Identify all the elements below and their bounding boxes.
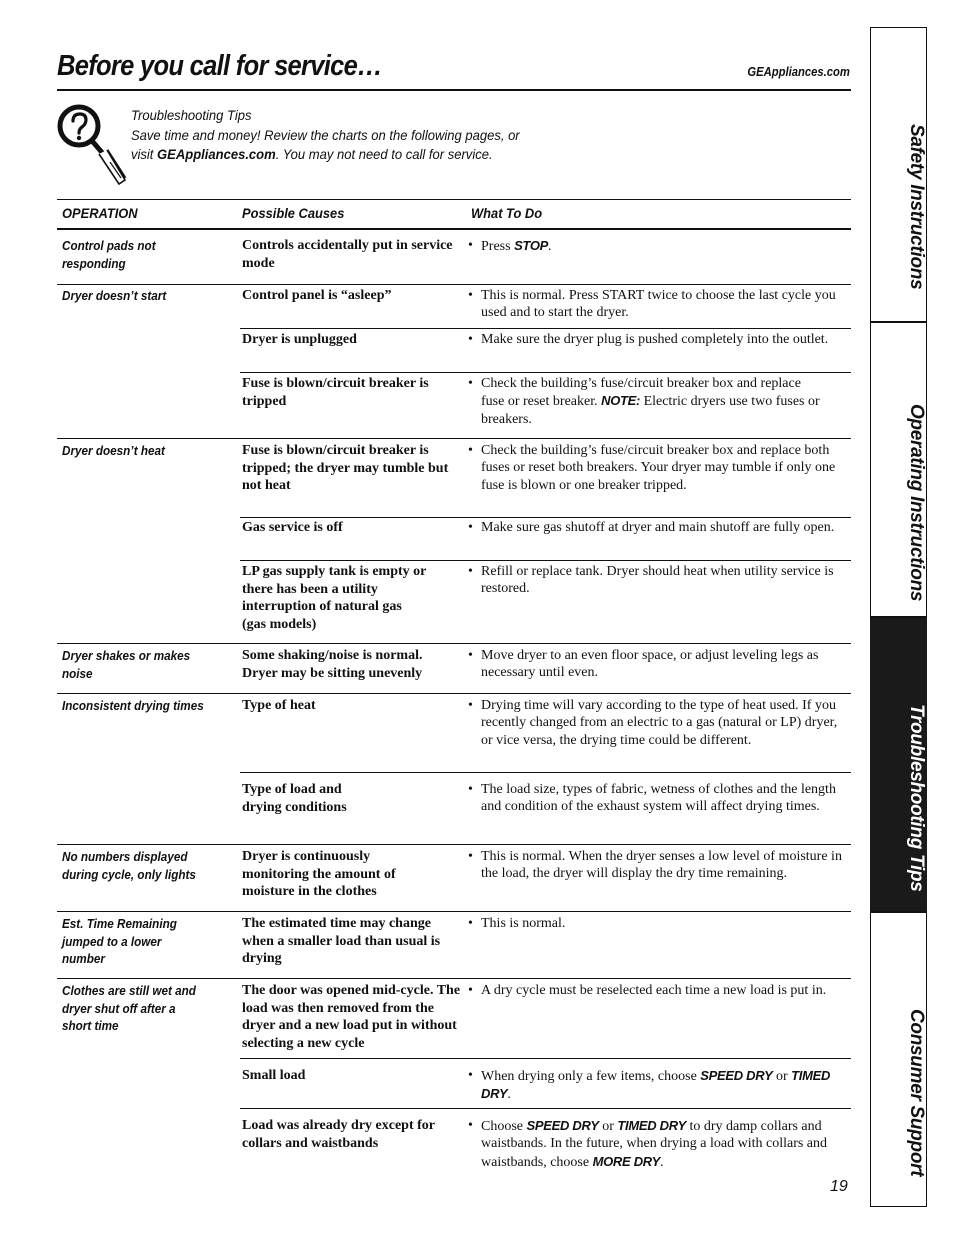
cause-monitoring-moisture: Dryer is continuously monitoring the amount of moisture in the clothes <box>242 849 396 899</box>
bullet: • <box>468 443 473 458</box>
cause-estimated-time-change: The estimated time may change when a smaller load than usual is drying <box>242 916 441 966</box>
page-number: 19 <box>830 1178 848 1195</box>
cause-lp-tank-empty: LP gas supply tank is empty or there has been a utility interruption of natural gas (gas models) <box>242 564 427 632</box>
side-tab-troubleshooting-tips[interactable] <box>870 618 927 911</box>
cause-collars-waistbands: Load was already dry except for collars and waistbands <box>242 1118 435 1151</box>
side-tab-safety-instructions[interactable] <box>870 27 927 321</box>
todo-text: to dry damp collars and waistbands. In the future, when drying a load with collars and waistbands, choose <box>481 1119 828 1170</box>
cause-control-pads: Controls accidentally put in service mode <box>242 238 453 271</box>
todo-text: . <box>507 1087 511 1103</box>
sub-row-rule <box>240 328 851 329</box>
bullet: • <box>468 1118 473 1133</box>
operation-dryer-doesnt-start: Dryer doesn’t start <box>62 288 167 303</box>
todo-type-of-heat <box>468 697 848 749</box>
tips-line-2-prefix: visit <box>131 146 158 162</box>
header-rule <box>57 89 851 91</box>
todo-text: . <box>548 239 552 254</box>
operation-clothes-still-wet: Clothes are still wet and dryer shut off after a short time <box>62 983 196 1033</box>
keyword-speed-dry: SPEED DRY <box>526 1118 599 1133</box>
todo-text: Move dryer to an even floor space, or adjust leveling legs as necessary until even. <box>481 648 819 681</box>
todo-text: or <box>598 1119 618 1134</box>
todo-lp-tank-empty <box>468 563 838 598</box>
bullet: • <box>468 983 473 998</box>
todo-text: Drying time will vary according to the type of heat used. If you recently changed from an electric to a gas (natural or LP) dryer, or vice versa, the drying time could be different. <box>481 698 838 748</box>
cause-small-load: Small load <box>242 1068 306 1083</box>
tips-heading: Troubleshooting Tips <box>131 107 252 123</box>
row-rule <box>57 643 851 644</box>
operation-no-numbers-displayed: No numbers displayed during cycle, only lights <box>62 849 196 882</box>
todo-text: Make sure gas shutoff at dryer and main shutoff are fully open. <box>481 520 835 535</box>
todo-shaking-normal <box>468 647 854 682</box>
side-tab-consumer-support[interactable] <box>870 913 927 1207</box>
bullet: • <box>468 238 473 253</box>
row-rule <box>57 438 851 439</box>
todo-text: This is normal. Press START twice to choose the last cycle you used and to start the dryer. <box>481 288 836 321</box>
sub-row-rule <box>240 1108 851 1109</box>
todo-control-pads <box>468 237 854 255</box>
bullet: • <box>468 288 473 303</box>
bullet: • <box>468 520 473 535</box>
bullet: • <box>468 1068 473 1083</box>
row-rule <box>57 844 851 845</box>
sub-row-rule <box>240 517 851 518</box>
todo-text: or <box>772 1069 792 1084</box>
todo-text: This is normal. <box>481 916 566 931</box>
operation-est-time-jumped: Est. Time Remaining jumped to a lower number <box>62 916 177 966</box>
todo-text: . <box>660 1154 664 1170</box>
bullet: • <box>468 332 473 347</box>
table-top-rule <box>57 199 851 200</box>
operation-control-pads: Control pads not responding <box>62 238 156 271</box>
bullet: • <box>468 849 473 864</box>
sub-row-rule <box>240 372 851 373</box>
bullet: • <box>468 916 473 931</box>
todo-estimated-time-change <box>468 915 854 932</box>
troubleshooting-tips-intro <box>131 106 615 165</box>
cause-type-of-heat: Type of heat <box>242 698 316 713</box>
todo-text: The load size, types of fabric, wetness of clothes and the length and condition of the exhaust system will affect drying times. <box>481 782 836 815</box>
row-rule <box>57 693 851 694</box>
cause-door-opened: The door was opened mid-cycle. The load was then removed from the dryer and a new load put in without selecting a new cycle <box>242 983 461 1051</box>
bullet: • <box>468 376 473 391</box>
operation-dryer-shakes: Dryer shakes or makes noise <box>62 648 191 681</box>
cause-control-panel-asleep: Control panel is “asleep” <box>242 288 392 303</box>
keyword-speed-dry: SPEED DRY <box>700 1068 773 1083</box>
table-header-rule <box>57 228 851 230</box>
keyword-note: NOTE: <box>601 393 641 409</box>
todo-dryer-unplugged <box>468 331 854 348</box>
row-rule <box>57 911 851 912</box>
operation-inconsistent-drying: Inconsistent drying times <box>62 698 204 713</box>
todo-text: When drying only a few items, choose <box>481 1069 701 1084</box>
todo-type-of-load <box>468 781 848 816</box>
sub-row-rule <box>240 772 851 773</box>
todo-fuse-blown-tumble <box>468 442 838 494</box>
sub-row-rule <box>240 560 851 561</box>
todo-door-opened <box>468 982 838 999</box>
cause-fuse-blown-tumble: Fuse is blown/circuit breaker is tripped; the dryer may tumble but not heat <box>242 443 449 493</box>
keyword-timed-dry: TIMED DRY <box>481 1068 831 1102</box>
bullet: • <box>468 782 473 797</box>
bullet: • <box>468 564 473 579</box>
website-url: GEAppliances.com <box>747 65 850 79</box>
cause-gas-service-off: Gas service is off <box>242 520 343 535</box>
todo-control-panel-asleep <box>468 287 854 322</box>
todo-text: Press <box>481 239 515 254</box>
cause-dryer-unplugged: Dryer is unplugged <box>242 332 357 347</box>
row-rule <box>57 284 851 285</box>
row-rule <box>57 978 851 979</box>
keyword-stop: STOP <box>514 238 549 253</box>
todo-text: Make sure the dryer plug is pushed completely into the outlet. <box>481 332 829 347</box>
operation-dryer-doesnt-heat: Dryer doesn’t heat <box>62 443 165 458</box>
todo-text: Electric dryers use two fuses or breakers. <box>481 394 820 427</box>
side-tab-label: Safety Instructions <box>906 124 927 290</box>
tips-line-2 <box>131 145 615 165</box>
todo-text: Check the building’s fuse/circuit breaker box and replace fuse or reset breaker. <box>481 376 801 410</box>
cause-type-of-load: Type of load and drying conditions <box>242 782 347 815</box>
keyword-timed-dry: TIMED DRY <box>617 1118 686 1133</box>
todo-fuse-blown <box>468 375 823 428</box>
side-tab-label: Troubleshooting Tips <box>906 703 927 892</box>
todo-text: Refill or replace tank. Dryer should heat when utility service is restored. <box>481 564 834 597</box>
todo-small-load <box>468 1067 838 1104</box>
side-tab-label: Operating Instructions <box>906 403 927 602</box>
side-tab-operating-instructions[interactable] <box>870 323 927 616</box>
cause-shaking-normal: Some shaking/noise is normal. Dryer may be sitting unevenly <box>242 648 423 681</box>
todo-text: This is normal. When the dryer senses a low level of moisture in the load, the dryer will display the dry time remaining. <box>481 849 842 882</box>
bullet: • <box>468 648 473 663</box>
tips-website-link[interactable]: GEAppliances.com <box>157 146 276 162</box>
tips-line-1: Save time and money! Review the charts on the following pages, or <box>131 126 520 143</box>
todo-text: Check the building’s fuse/circuit breaker box and replace both fuses or reset both breakers. Your dryer may tumble if only one fuse is blown or one breaker tripped. <box>481 443 836 493</box>
column-header-causes: Possible Causes <box>242 205 345 221</box>
question-magnifier-icon <box>55 100 135 190</box>
tips-line-2-suffix: . You may not need to call for service. <box>275 146 493 162</box>
todo-text: A dry cycle must be reselected each time a new load is put in. <box>481 983 827 998</box>
todo-monitoring-moisture <box>468 848 848 883</box>
todo-gas-service-off <box>468 519 838 536</box>
column-header-todo: What To Do <box>471 205 543 221</box>
todo-text: Choose <box>481 1119 527 1134</box>
column-header-operation: OPERATION <box>62 205 138 221</box>
side-tab-label: Consumer Support <box>906 1009 927 1177</box>
bullet: • <box>468 698 473 713</box>
cause-fuse-blown: Fuse is blown/circuit breaker is tripped <box>242 376 429 409</box>
todo-collars-waistbands <box>468 1117 838 1171</box>
page-title: Before you call for service… <box>57 50 382 82</box>
keyword-more-dry: MORE DRY <box>592 1153 661 1169</box>
sub-row-rule <box>240 1058 851 1059</box>
